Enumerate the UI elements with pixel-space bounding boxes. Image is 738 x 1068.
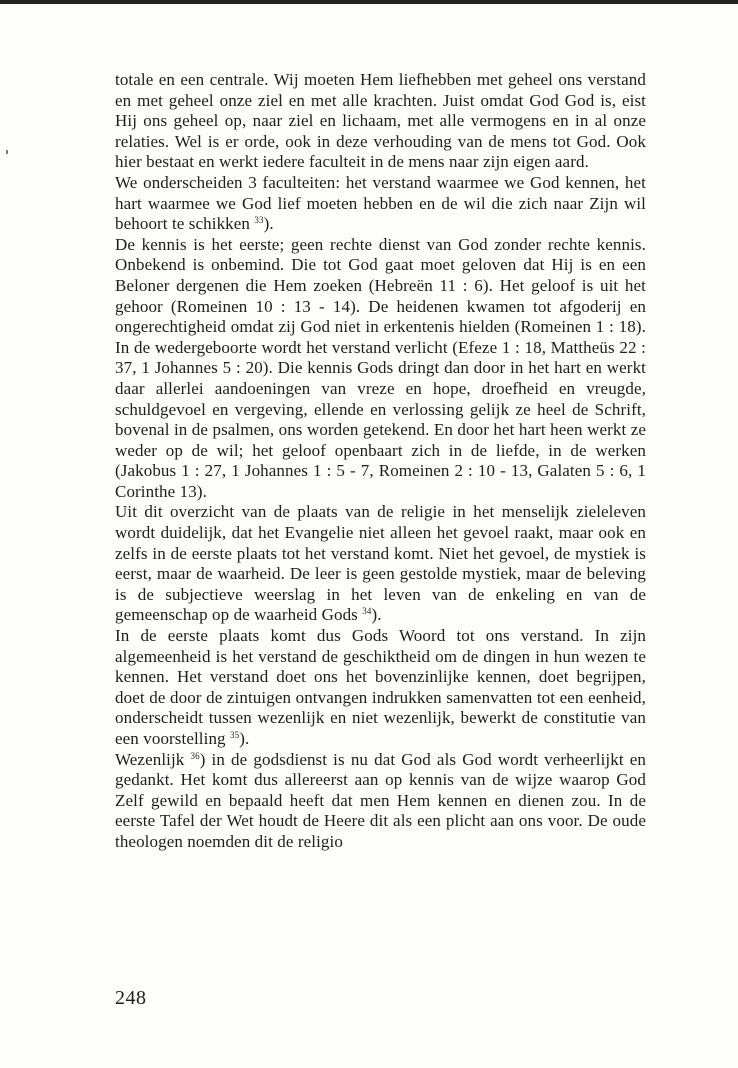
- footnote-ref-35: 35: [230, 730, 240, 740]
- margin-mark: [6, 150, 8, 154]
- footnote-ref-36: 36: [190, 750, 200, 761]
- footnote-ref-33: 33: [254, 215, 264, 226]
- paragraph-3: De kennis is het eerste; geen rechte dienst van God zonder rechte kennis. Onbekend is onbemind. Die tot God gaat moet geloven dat Hij is en een Beloner dergenen die Hem zoeken (Hebreën 11 : 6). Het geloof is uit het gehoor (Romeinen 10 : 13 - 14). De heidenen kwamen tot afgoderij en ongerechtigheid omdat zij God niet in erkentenis hielden (Romeinen 1 : 18). In de wedergeboorte wordt het verstand verlicht (Efeze 1 : 18, Mattheüs 22 : 37, 1 Johannes 5 : 20). Die kennis Gods dringt dan door in het hart en werkt daar allerlei aandoeningen van vreze en hope, droefheid en vreugde, schuldgevoel en vergeving, ellende en verlossing gelijk ze heel de Schrift, bovenal in de psalmen, ons worden getekend. En door het hart heen werkt ze weder op de wil; het geloof openbaart zich in de liefde, in de werken (Jakobus 1 : 27, 1 Johannes 1 : 5 - 7, Romeinen 2 : 10 - 13, Galaten 5 : 6, 1 Corinthe 13).: [115, 234, 646, 501]
- top-edge-rule: [0, 0, 738, 4]
- page-number: 248: [115, 987, 147, 1009]
- paragraph-6: Wezenlijk $^{36}$) in de godsdienst is nu dat God als God wordt verheerlijkt en gedankt. Het komt dus allereerst aan op kennis van de wijze waarop God Zelf gewild en bepaald heeft dat men Hem kennen en dienen zou. In de eerste Tafel der Wet houdt de Heere dit als een plicht aan ons voor. De oude theologen noemden dit de religio: [115, 749, 646, 851]
- body-text: [115, 70, 646, 853]
- footnote-ref-34: 34: [362, 606, 372, 617]
- paragraph-1: totale en een centrale. Wij moeten Hem liefhebben met geheel ons verstand en met geheel onze ziel en met alle krachten. Juist omdat God God is, eist Hij ons geheel op, naar ziel en lichaam, met alle vermogens en in al onze relaties. Wel is er orde, ook in deze verhouding van de mens tot God. Ook hier bestaat en werkt iedere faculteit in de mens naar zijn eigen aard.: [115, 70, 646, 172]
- paragraph-5: In de eerste plaats komt dus Gods Woord tot ons verstand. In zijn algemeenheid is het verstand de geschiktheid om de dingen in hun wezen te kennen. Het verstand doet ons het bovenzinlijke kennen, doet begrijpen, doet de door de zintuigen ontvangen indrukken samenvatten tot een eenheid, onderscheidt tussen wezenlijk en niet wezenlijk, bewerkt de constitutie van een voorstelling $^{35}$).: [115, 626, 646, 748]
- paragraph-4: Uit dit overzicht van de plaats van de religie in het menselijk zieleleven wordt duidelijk, dat het Evangelie niet alleen het gevoel raakt, maar ook en zelfs in de eerste plaats tot het verstand komt. Niet het gevoel, de mystiek is eerst, maar de waarheid. De leer is geen gestolde mystiek, maar de beleving is de subjectieve weerslag in het leven van de enkeling en van de gemeenschap op de waarheid Gods $^{34}$).: [115, 502, 646, 625]
- paragraph-2: We onderscheiden 3 faculteiten: het verstand waarmee we God kennen, het hart waarmee we God lief moeten hebben en de wil die zich naar Zijn wil behoort te schikken $^{33}$).: [115, 172, 646, 234]
